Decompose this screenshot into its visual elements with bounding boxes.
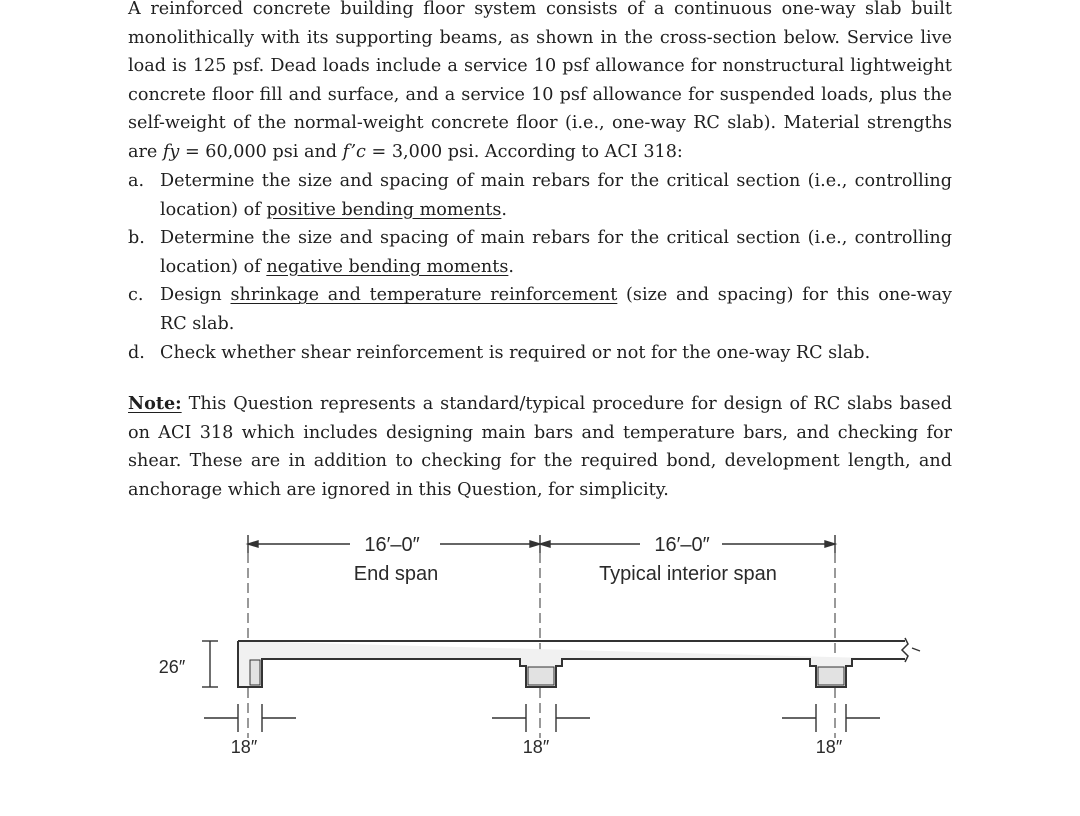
beam-width-dim-3 — [782, 704, 880, 732]
item-text: Determine the size and spacing of main rebars for the critical section (i.e., controlling location) of — [160, 228, 952, 277]
slab-beam-outline — [238, 641, 905, 687]
item-underlined: positive bending moments — [266, 199, 502, 220]
item-text: Check whether shear reinforcement is required or not for the one-way RC slab. — [160, 342, 871, 363]
end-span-length: 16′–0″ — [364, 534, 420, 556]
interior-beam-shading — [528, 667, 554, 685]
item-text: Determine the size and spacing of main rebars for the critical section (i.e., controlling location) of — [160, 171, 952, 220]
item-underlined: negative bending moments — [266, 256, 509, 277]
beam-width-label-3: 18″ — [815, 737, 843, 757]
fy-symbol: fy — [162, 141, 180, 162]
dim-arrow — [825, 541, 835, 547]
beam-width-dim-2 — [492, 704, 590, 732]
beam-width-label-1: 18″ — [230, 737, 258, 757]
fc-value: = 3,000 psi. According to ACI 318: — [365, 141, 683, 162]
beam-width-label-2: 18″ — [522, 737, 550, 757]
item-marker: d. — [128, 342, 145, 363]
dim-arrow — [540, 541, 550, 547]
item-marker: c. — [128, 285, 144, 306]
note — [128, 390, 952, 504]
interior-span-label: Typical interior span — [599, 563, 777, 585]
item-text-end: . — [508, 256, 514, 277]
intro-text: A reinforced concrete building floor system consists of a continuous one-way slab built monolithically with its supporting beams, as shown in the cross-section below. Service live load is 125 psf. Dead loads include a service 10 psf allowance for nonstructural lightweight concrete floor fill and surface, and a service 10 psf allowance for suspended loads, plus the self-weight of the normal-weight concrete floor (i.e., one-way RC slab). Material strengths are — [128, 0, 952, 162]
end-span-label: End span — [353, 563, 439, 585]
end-beam-shading — [250, 660, 260, 685]
task-list — [128, 167, 952, 367]
problem-statement — [128, 0, 952, 167]
beam-width-dim-1 — [204, 704, 296, 732]
item-underlined: shrinkage and temperature reinforcement — [230, 285, 618, 306]
item-text-end: (size and spacing) for this one-way RC slab. — [160, 285, 952, 334]
note-label: Note: — [128, 393, 182, 414]
list-item — [128, 339, 952, 368]
slab-cross-section-diagram — [0, 520, 1080, 816]
item-text: Design — [160, 285, 231, 306]
dim-arrow — [248, 541, 258, 547]
list-item — [128, 224, 952, 281]
item-marker: a. — [128, 171, 145, 191]
interior-beam-shading — [818, 667, 844, 685]
list-item — [128, 167, 952, 224]
item-marker: b. — [128, 228, 145, 249]
item-text-end: . — [501, 199, 507, 220]
note-text: This Question represents a standard/typical procedure for design of RC slabs based on ACI 318 which includes designing main bars and temperature bars, and checking for shear. These are in addition to checking for the required bond, development length, and anchorage which are ignored in this Question, for simplicity. — [128, 394, 952, 500]
beam-depth-label: 26″ — [158, 657, 186, 677]
interior-span-length: 16′–0″ — [654, 534, 710, 556]
break-tick — [912, 648, 920, 651]
list-item — [128, 281, 952, 338]
fy-value: = 60,000 psi and — [179, 141, 343, 162]
fc-symbol: f’c — [342, 141, 366, 162]
